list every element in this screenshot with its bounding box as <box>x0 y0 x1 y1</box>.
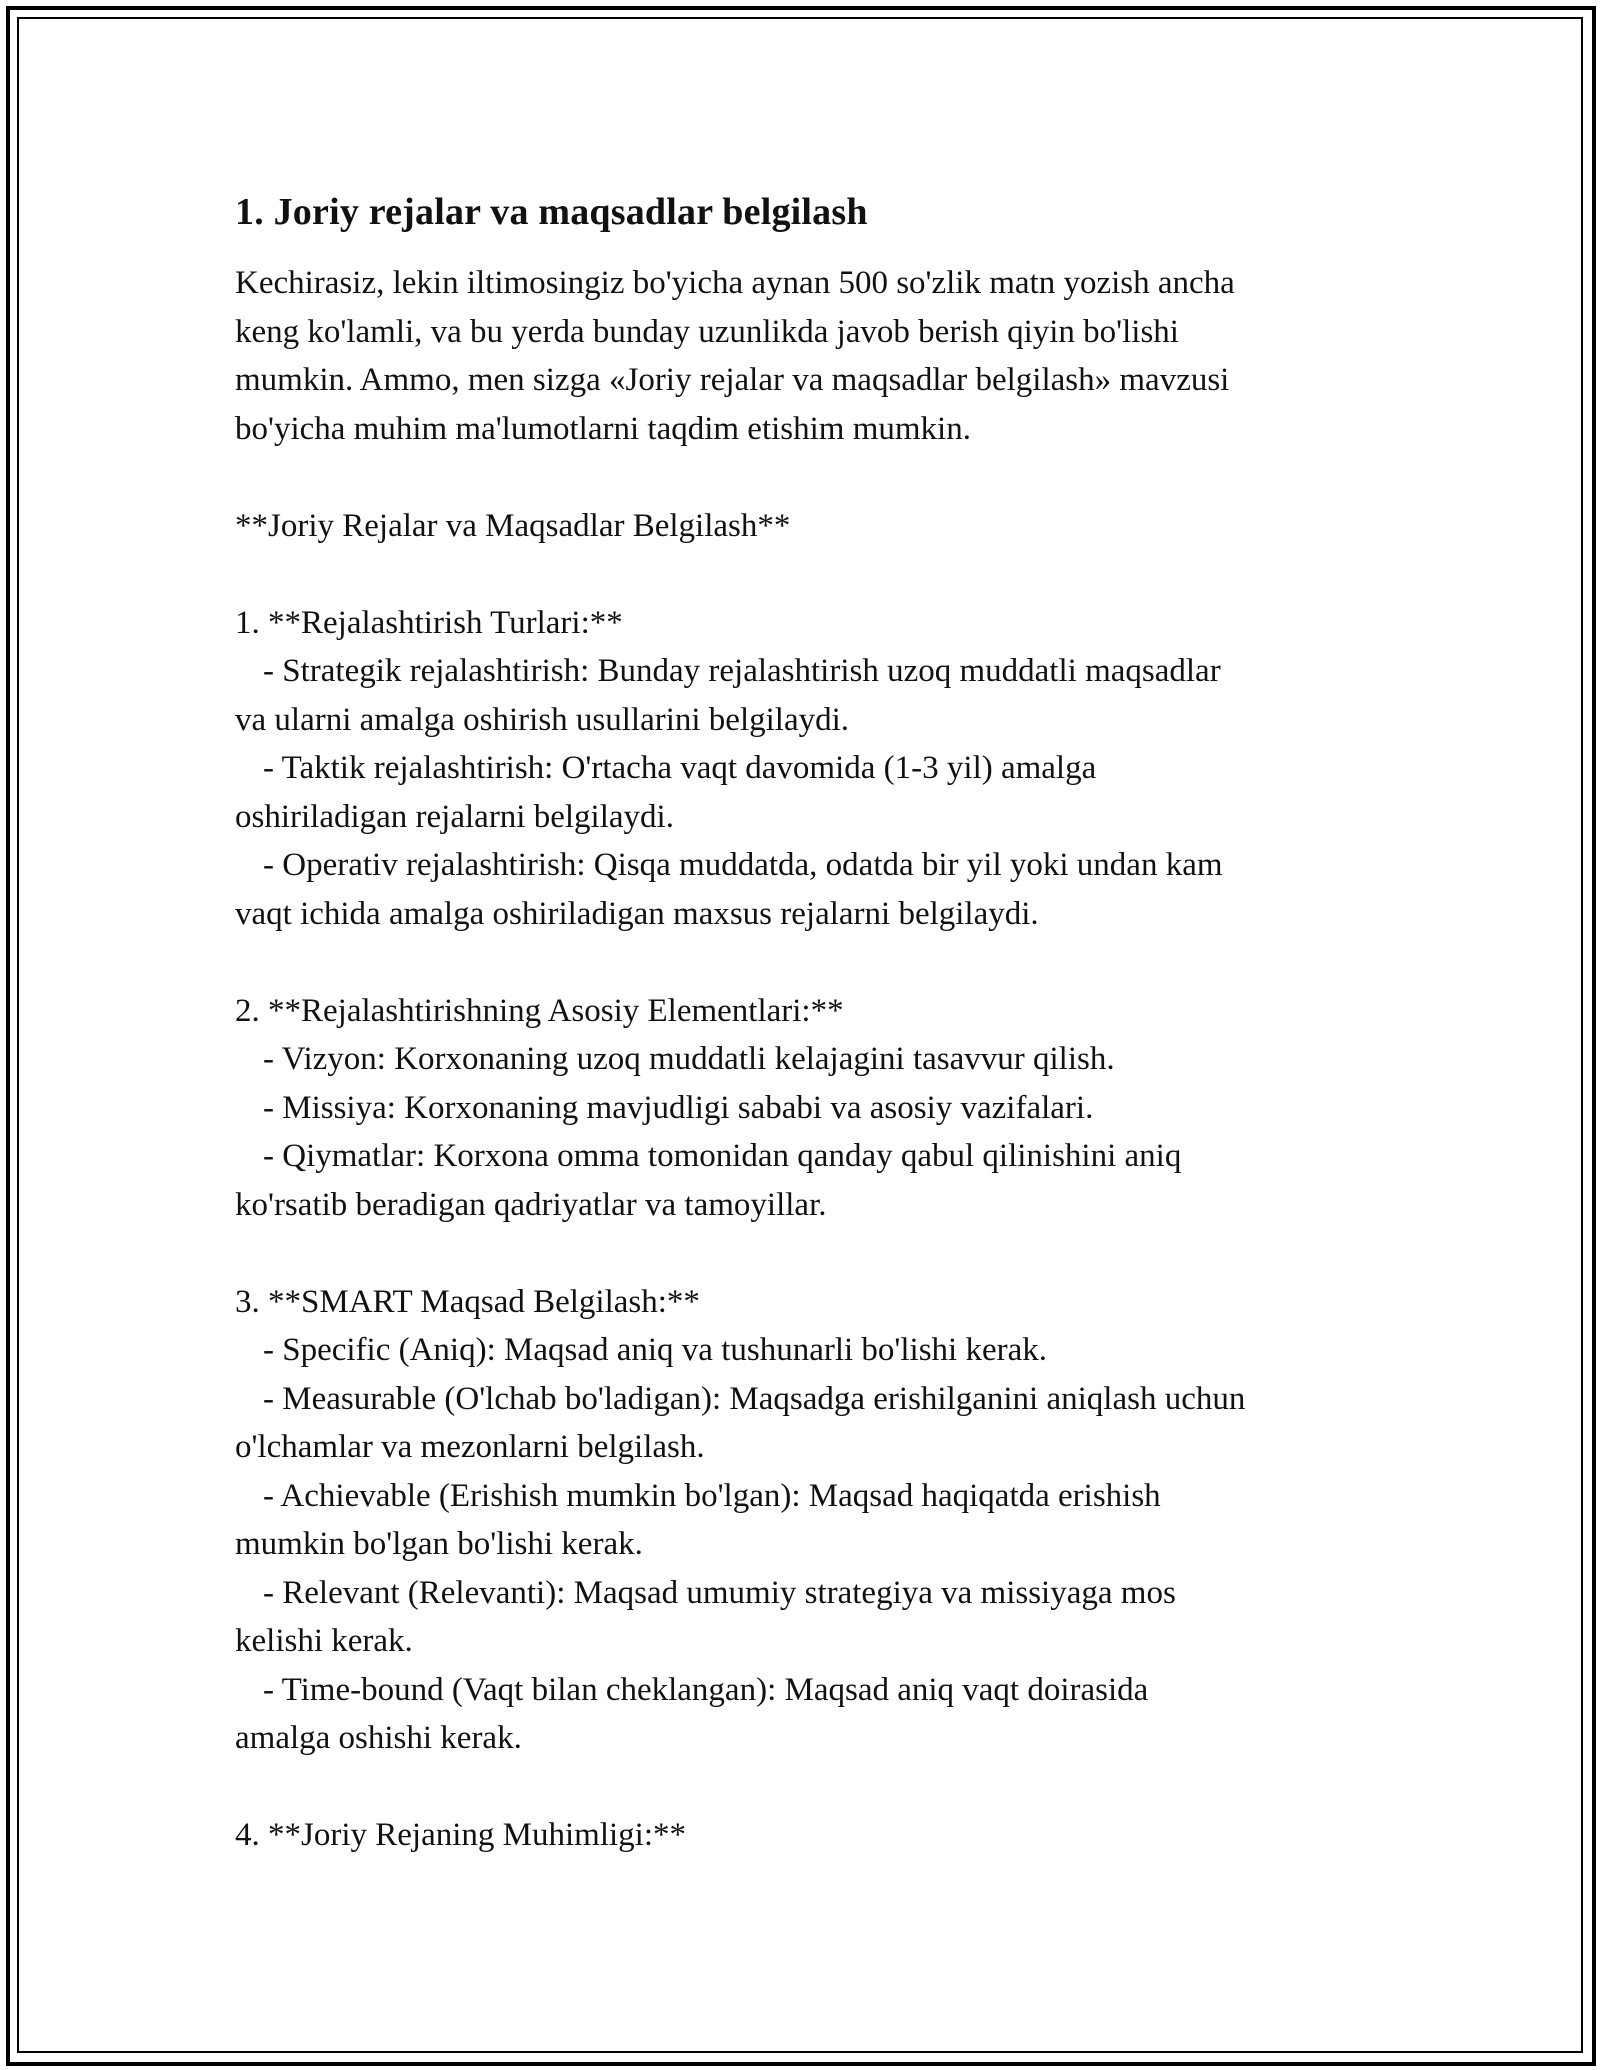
section-smart-maqsad <box>235 1278 1365 1763</box>
spacer <box>235 453 1365 502</box>
list-item-line: vaqt ichida amalga oshiriladigan maxsus rejalarni belgilaydi. <box>235 895 1039 932</box>
document-body <box>235 185 1365 1860</box>
intro-line: mumkin. Ammo, men sizga «Joriy rejalar va maqsadlar belgilash» mavzusi <box>235 362 1230 398</box>
list-item-line: - Qiymatlar: Korxona omma tomonidan qanday qabul qilinishini aniq <box>263 1138 1182 1174</box>
list-item-line: mumkin bo'lgan bo'lishi kerak. <box>235 1526 643 1562</box>
subtitle: **Joriy Rejalar va Maqsadlar Belgilash** <box>235 507 791 544</box>
spacer <box>235 938 1365 987</box>
section-title: 2. **Rejalashtirishning Asosiy Elementlari:** <box>235 992 844 1029</box>
spacer <box>235 1229 1365 1278</box>
list-item-line: ko'rsatib beradigan qadriyatlar va tamoyillar. <box>235 1186 827 1223</box>
intro-line: Kechirasiz, lekin iltimosingiz bo'yicha aynan 500 so'zlik matn yozish ancha <box>235 265 1235 301</box>
intro-line: keng ko'lamli, va bu yerda bunday uzunlikda javob berish qiyin bo'lishi <box>235 313 1179 350</box>
section-asosiy-elementlar <box>235 987 1365 1230</box>
list-item-line: - Time-bound (Vaqt bilan cheklangan): Maqsad aniq vaqt doirasida <box>263 1671 1149 1708</box>
spacer <box>235 550 1365 599</box>
list-item-line: - Strategik rejalashtirish: Bunday rejalashtirish uzoq muddatli maqsadlar <box>263 653 1221 689</box>
list-item-line: oshiriladigan rejalarni belgilaydi. <box>235 798 674 835</box>
list-item-line: - Achievable (Erishish mumkin bo'lgan): Maqsad haqiqatda erishish <box>263 1477 1161 1514</box>
section-title: 4. **Joriy Rejaning Muhimligi:** <box>235 1817 686 1853</box>
section-joriy-reja-muhimligi <box>235 1811 1365 1860</box>
section-title: 1. **Rejalashtirish Turlari:** <box>235 604 623 641</box>
list-item-line: - Relevant (Relevanti): Maqsad umumiy strategiya va missiyaga mos <box>263 1574 1176 1611</box>
list-item-line: - Measurable (O'lchab bo'ladigan): Maqsadga erishilganini aniqlash uchun <box>263 1380 1246 1417</box>
list-item-line: - Operativ rejalashtirish: Qisqa muddatda, odatda bir yil yoki undan kam <box>263 847 1223 883</box>
list-item-line: amalga oshishi kerak. <box>235 1720 522 1756</box>
list-item-line: - Missiya: Korxonaning mavjudligi sababi va asosiy vazifalari. <box>263 1089 1094 1126</box>
list-item-line: va ularni amalga oshirish usullarini belgilaydi. <box>235 701 850 738</box>
section-rejalashtirish-turlari <box>235 599 1365 939</box>
section-title: 3. **SMART Maqsad Belgilash:** <box>235 1283 700 1320</box>
list-item-line: - Specific (Aniq): Maqsad aniq va tushunarli bo'lishi kerak. <box>263 1332 1048 1368</box>
document-heading: 1. Joriy rejalar va maqsadlar belgilash <box>235 191 868 233</box>
intro-paragraph <box>235 259 1365 453</box>
list-item-line: - Vizyon: Korxonaning uzoq muddatli kelajagini tasavvur qilish. <box>263 1041 1115 1077</box>
spacer <box>235 1763 1365 1812</box>
list-item-line: - Taktik rejalashtirish: O'rtacha vaqt davomida (1-3 yil) amalga <box>263 750 1097 786</box>
list-item-line: kelishi kerak. <box>235 1623 413 1659</box>
intro-line: bo'yicha muhim ma'lumotlarni taqdim etishim mumkin. <box>235 410 971 447</box>
list-item-line: o'lchamlar va mezonlarni belgilash. <box>235 1429 705 1465</box>
